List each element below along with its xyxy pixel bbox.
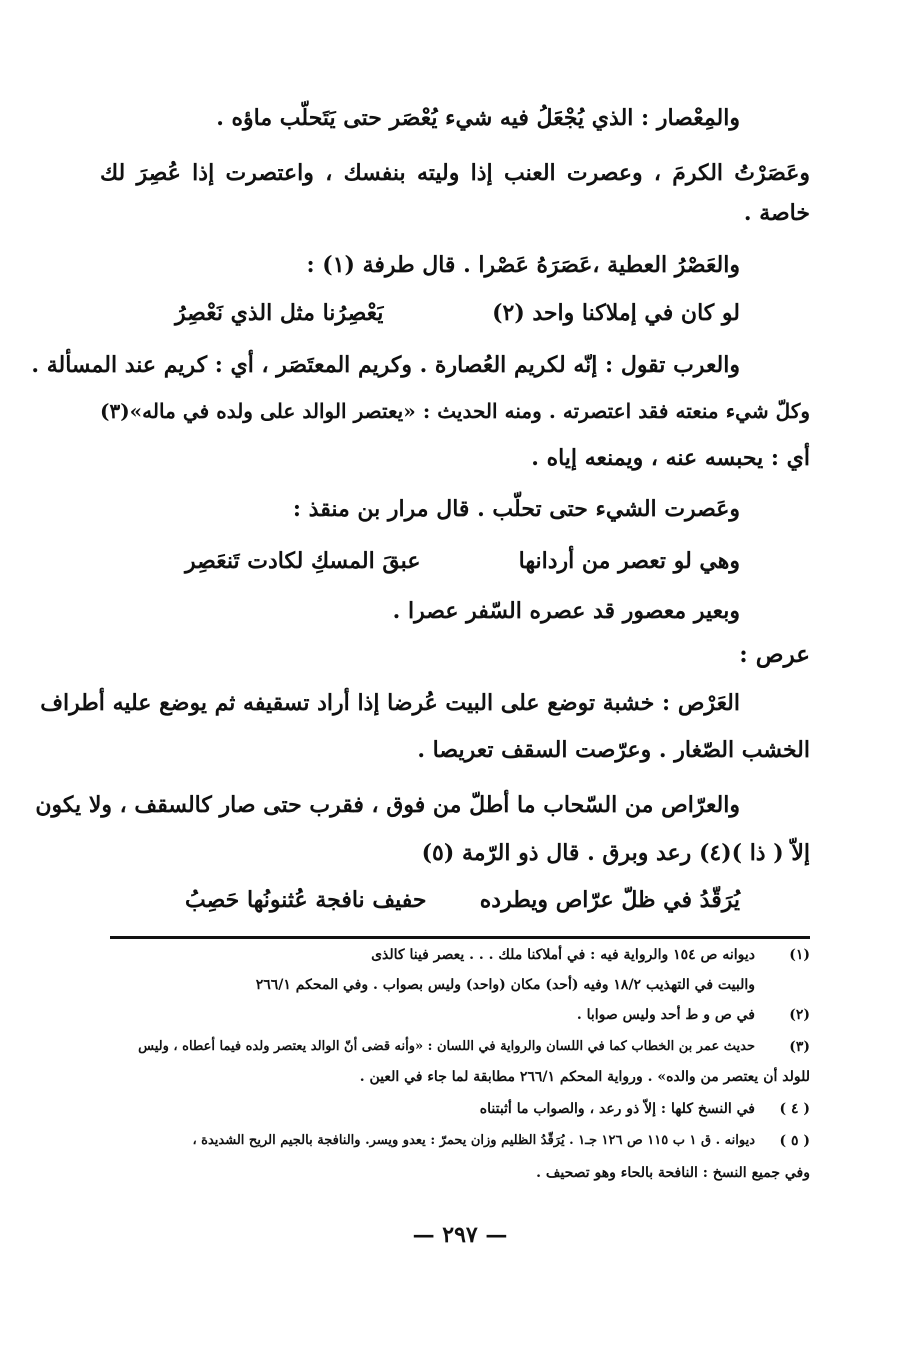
text-line-13: الخشب الصّغار . وعرّصت السقف تعريصا .: [417, 737, 810, 763]
text-line-4: والعَصْرُ العطية ،عَصَرَهُ عَصْرا . قال طرفة (١) :: [306, 252, 740, 278]
footnote-3-number: (٣): [789, 1039, 810, 1055]
root-heading: عرص :: [739, 641, 810, 668]
footnote-3-line-1: حديث عمر بن الخطاب كما في اللسان والرواية في اللسان : «وأنه قضى أنّ الوالد يعتصر ولده فيما أعطاه ، وليس: [138, 1039, 755, 1054]
page-number: — ٢٩٧ —: [412, 1222, 508, 1248]
text-line-3: خاصة .: [743, 200, 810, 226]
footnote-2-number: (٢): [789, 1007, 810, 1023]
footnote-3-line-2: للولد أن يعتصر من والده» . ورواية المحكم ٢٦٦/١ مطابقة لما جاء في العين .: [359, 1069, 810, 1085]
footnote-1-line-1: ديوانه ص ١٥٤ والرواية فيه : في أملاكنا ملك . . . يعصر فينا كالذى: [371, 947, 755, 963]
text-line-8: أي : يحبسه عنه ، ويمنعه إياه .: [531, 445, 810, 471]
text-line-12: العَرْص : خشبة توضع على البيت عُرضا إذا أراد تسقيفه ثم يوضع عليه أطراف: [40, 690, 740, 716]
verse-1-right-hemistich: لو كان في إملاكنا واحد (٢): [492, 300, 740, 326]
text-line-2: وعَصَرْتُ الكرمَ ، وعصرت العنب إذا وليته بنفسك ، واعتصرت إذا عُصِرَ لك: [100, 160, 810, 186]
footnote-separator: [110, 936, 810, 939]
footnote-2-line-1: في ص و ط أحد وليس صوابا .: [576, 1007, 755, 1023]
footnote-5-line-2: وفي جميع النسخ : النافحة بالحاء وهو تصحيف .: [536, 1165, 810, 1181]
text-line-7: وكلّ شيء منعته فقد اعتصرته . ومنه الحديث : «يعتصر الوالد على ولده في ماله»(٣): [100, 399, 810, 423]
footnote-5-line-1: ديوانه . ق ١ ب ١١٥ ص ١٢٦ جـ١ . يُرَقّدُ الظليم وزان يحمرّ : يعدو ويسر. والنافجة بالجيم الريح الشديدة ،: [192, 1133, 755, 1148]
footnote-1-line-2: والبيت في التهذيب ١٨/٢ وفيه (أحد) مكان (واحد) وليس بصواب . وفي المحكم ٢٦٦/١: [255, 977, 755, 993]
footnote-4-number: ( ٤ ): [779, 1101, 810, 1117]
verse-2-left-hemistich: عبقَ المسكِ لكادت تَنعَصِر: [185, 548, 421, 574]
verse-3-right-hemistich: يُرَقّدُ في ظلّ عرّاص ويطرده: [479, 887, 740, 913]
text-line-15: إلاّ ( ذا )(٤) رعد وبرق . قال ذو الرّمة (٥): [421, 840, 810, 866]
verse-1-left-hemistich: يَعْصِرُنا مثل الذي نَعْصِرُ: [175, 300, 384, 326]
footnote-5-number: ( ٥ ): [779, 1133, 810, 1149]
text-line-6: والعرب تقول : إنّه لكريم العُصارة . وكريم المعتَصَر ، أي : كريم عند المسألة .: [31, 352, 740, 378]
text-line-11: وبعير معصور قد عصره السّفر عصرا .: [392, 598, 740, 624]
text-line-9: وعَصرت الشيء حتى تحلّب . قال مرار بن منقذ :: [292, 496, 740, 522]
footnote-4-line-1: في النسخ كلها : إلاّ ذو رعد ، والصواب ما أثبتناه: [479, 1101, 755, 1117]
text-line-1: والمِعْصار : الذي يُجْعَلُ فيه شيء يُعْصَر حتى يَتَحلّب ماؤه .: [216, 105, 740, 131]
verse-2-right-hemistich: وهي لو تعصر من أردانها: [518, 548, 740, 574]
footnote-1-number: (١): [789, 947, 810, 963]
text-line-14: والعرّاص من السّحاب ما أطلّ من فوق ، فقرب حتى صار كالسقف ، ولا يكون: [35, 792, 740, 818]
verse-3-left-hemistich: حفيف نافجة عُثنونُها حَصِبُ: [185, 887, 427, 913]
